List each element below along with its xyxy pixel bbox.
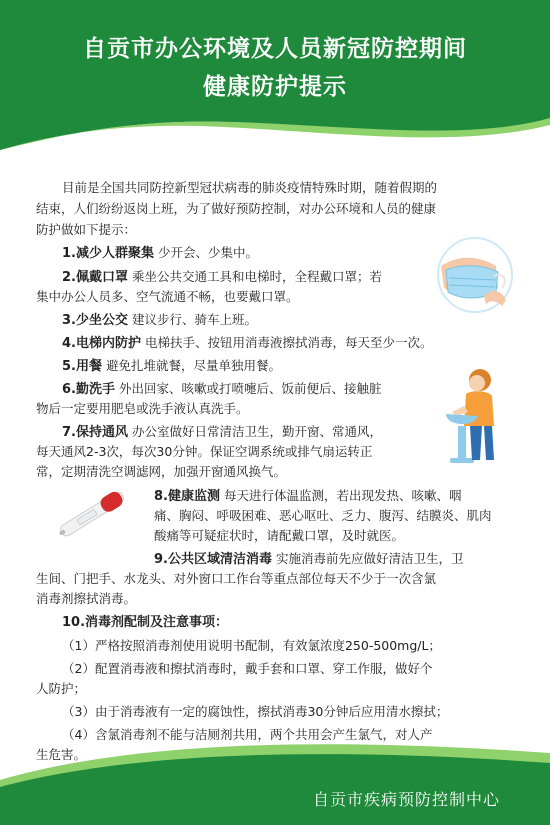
item-5-head: 5.用餐 xyxy=(62,359,102,374)
item-10-head: 10.消毒剂配制及注意事项： xyxy=(62,615,229,630)
intro-line2: 结束，人们纷纷返岗上班，为了做好预防控制，对办公环境和人员的健康 xyxy=(36,201,437,216)
item-3-text: 建议步行、骑车上班。 xyxy=(131,312,257,327)
item-9-text3: 消毒剂擦拭消毒。 xyxy=(36,591,137,606)
item-7-head: 7.保持通风 xyxy=(62,425,128,440)
item-1 xyxy=(62,243,258,264)
item-7-text3: 常，定期清洗空调滤网，加强开窗通风换气。 xyxy=(36,464,287,479)
item-2-head: 2.佩戴口罩 xyxy=(62,270,128,285)
item-3 xyxy=(62,310,257,331)
item-4-head: 4.电梯内防护 xyxy=(62,336,141,351)
item-4 xyxy=(62,333,432,354)
item-8 xyxy=(154,486,461,507)
item-10-s2b: 人防护； xyxy=(36,681,87,696)
item-6-text: 外出回家、咳嗽或打喷嚏后、饭前便后、接触脏 xyxy=(118,381,382,396)
page-title-line1: 自贡市办公环境及人员新冠防控期间 xyxy=(83,36,467,62)
item-2 xyxy=(62,267,382,288)
thermometer-illustration-icon xyxy=(50,486,134,542)
item-10-s4b: 生危害。 xyxy=(36,747,87,762)
item-1-head: 1.减少人群聚集 xyxy=(62,246,154,261)
item-10-s4a: （4）含氯消毒剂不能与洁厕剂共用，两个共用会产生氯气，对人产 xyxy=(62,727,433,742)
footer-organization: 自贡市疾病预防控制中心 xyxy=(312,790,500,809)
item-3-head: 3.少坐公交 xyxy=(62,313,128,328)
page-title-line2: 健康防护提示 xyxy=(203,74,347,100)
item-10-s2a: （2）配置消毒液和擦拭消毒时，戴手套和口罩、穿工作服，做好个 xyxy=(62,661,433,676)
item-8-head: 8.健康监测 xyxy=(154,489,220,504)
item-6 xyxy=(62,379,381,400)
item-7 xyxy=(62,422,382,443)
item-10-s1: （1）严格按照消毒剂使用说明书配制，有效氯浓度250-500mg/L； xyxy=(62,638,441,653)
intro-line3: 防护做如下提示： xyxy=(36,222,137,237)
item-9-text: 实施消毒前先应做好清洁卫生，卫 xyxy=(275,551,464,566)
item-4-text: 电梯扶手、按钮用消毒液擦拭消毒，每天至少一次。 xyxy=(144,335,433,350)
item-9 xyxy=(154,549,463,570)
item-8-text3: 酸痛等可疑症状时，请配戴口罩，及时就医。 xyxy=(154,528,405,543)
item-1-text: 少开会、少集中。 xyxy=(157,245,258,260)
mask-illustration-icon xyxy=(436,236,514,314)
item-7-text2: 每天通风2-3次，每次30分钟。保证空调系统或排气扇运转正 xyxy=(36,444,373,459)
item-5 xyxy=(62,356,281,377)
item-10-s3: （3）由于消毒液有一定的腐蚀性，擦拭消毒30分钟后应用清水擦拭； xyxy=(62,704,449,719)
item-6-head: 6.勤洗手 xyxy=(62,382,115,397)
item-2-text2: 集中办公人员多、空气流通不畅，也要戴口罩。 xyxy=(36,289,299,304)
item-8-text2: 痛、胸闷、呼吸困难、恶心呕吐、乏力、腹泻、结膜炎、肌肉 xyxy=(154,508,492,523)
item-9-head: 9.公共区域清洁消毒 xyxy=(154,552,272,567)
item-7-text: 办公室做好日常清洁卫生，勤开窗、常通风， xyxy=(131,424,382,439)
item-6-text2: 物后一定要用肥皂或洗手液认真洗手。 xyxy=(36,401,249,416)
item-8-text: 每天进行体温监测，若出现发热、咳嗽、咽 xyxy=(223,488,462,503)
handwash-illustration-icon xyxy=(444,366,504,466)
intro-line1: 目前是全国共同防控新型冠状病毒的肺炎疫情特殊时期，随着假期的 xyxy=(62,180,438,195)
item-5-text: 避免扎堆就餐，尽量单独用餐。 xyxy=(105,358,281,373)
item-9-text2: 生间、门把手、水龙头、对外窗口工作台等重点部位每天不少于一次含氯 xyxy=(36,571,437,586)
item-2-text: 乘坐公共交通工具和电梯时，全程戴口罩；若 xyxy=(131,269,382,284)
